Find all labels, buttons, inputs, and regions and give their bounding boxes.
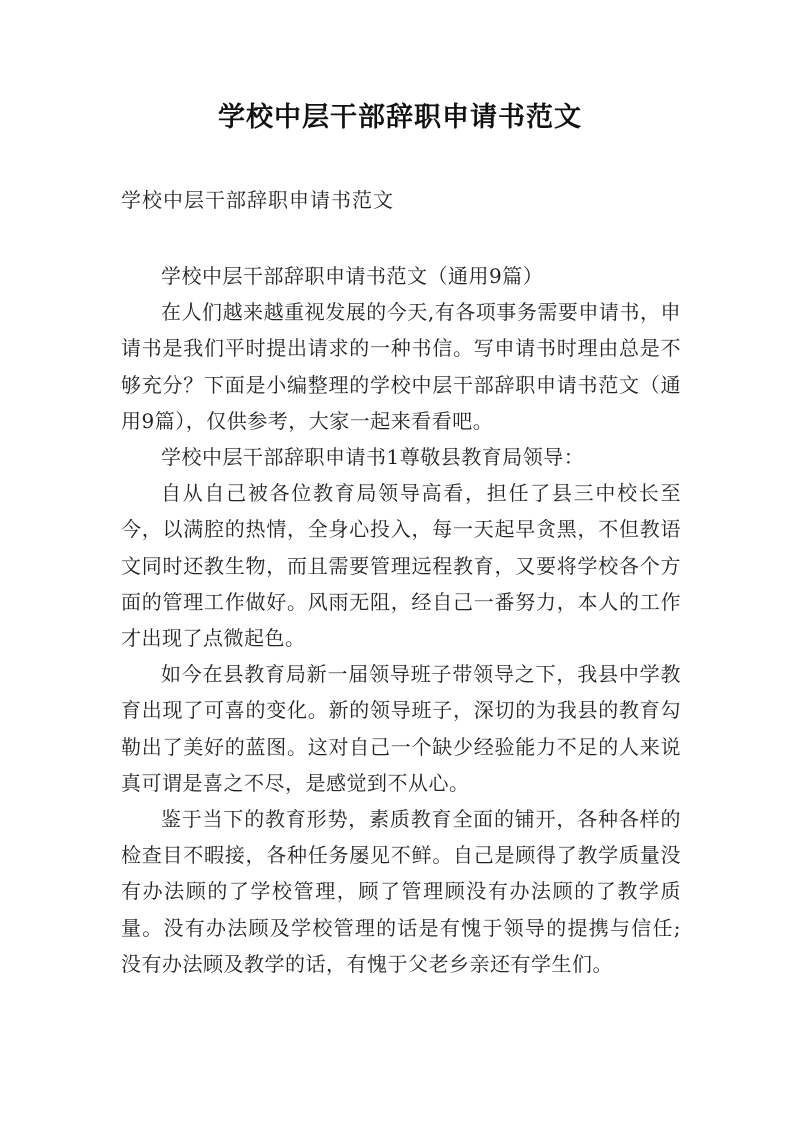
paragraph: 学校中层干部辞职申请书范文（通用9篇）: [161, 264, 544, 288]
document-subtitle: 学校中层干部辞职申请书范文: [121, 188, 394, 212]
paragraph: 鉴于当下的教育形势，素质教育全面的铺开，各种各样的检查目不暇接，各种任务屡见不鲜。自己是顾得了教学质量没有办法顾的了学校管理，顾了管理顾没有办法顾的了教学质量。没有办法顾及学校管理的话是有愧于领导的提携与信任;没有办法顾及教学的话，有愧于父老乡亲还有学生们。: [121, 807, 681, 976]
paragraph: 学校中层干部辞职申请书1尊敬县教育局领导：: [161, 445, 585, 470]
document-body: [121, 258, 681, 982]
paragraph: 在人们越来越重视发展的今天,有各项事务需要申请书，申请书是我们平时提出请求的一种书信。写申请书时理由总是不够充分？下面是小编整理的学校中层干部辞职申请书范文（通用9篇），仅供参考，大家一起来看看吧。: [121, 300, 681, 433]
paragraph: 自从自己被各位教育局领导高看，担任了县三中校长至今，以满腔的热情，全身心投入，每一天起早贪黑，不但教语文同时还教生物，而且需要管理远程教育，又要将学校各个方面的管理工作做好。风雨无阻，经自己一番努力，本人的工作才出现了点微起色。: [121, 481, 681, 651]
document-title: 学校中层干部辞职申请书范文: [218, 102, 582, 133]
paragraph: 如今在县教育局新一届领导班子带领导之下，我县中学教育出现了可喜的变化。新的领导班子，深切的为我县的教育勾勒出了美好的蓝图。这对自己一个缺少经验能力不足的人来说真可谓是喜之不尽，是感觉到不从心。: [121, 662, 681, 795]
